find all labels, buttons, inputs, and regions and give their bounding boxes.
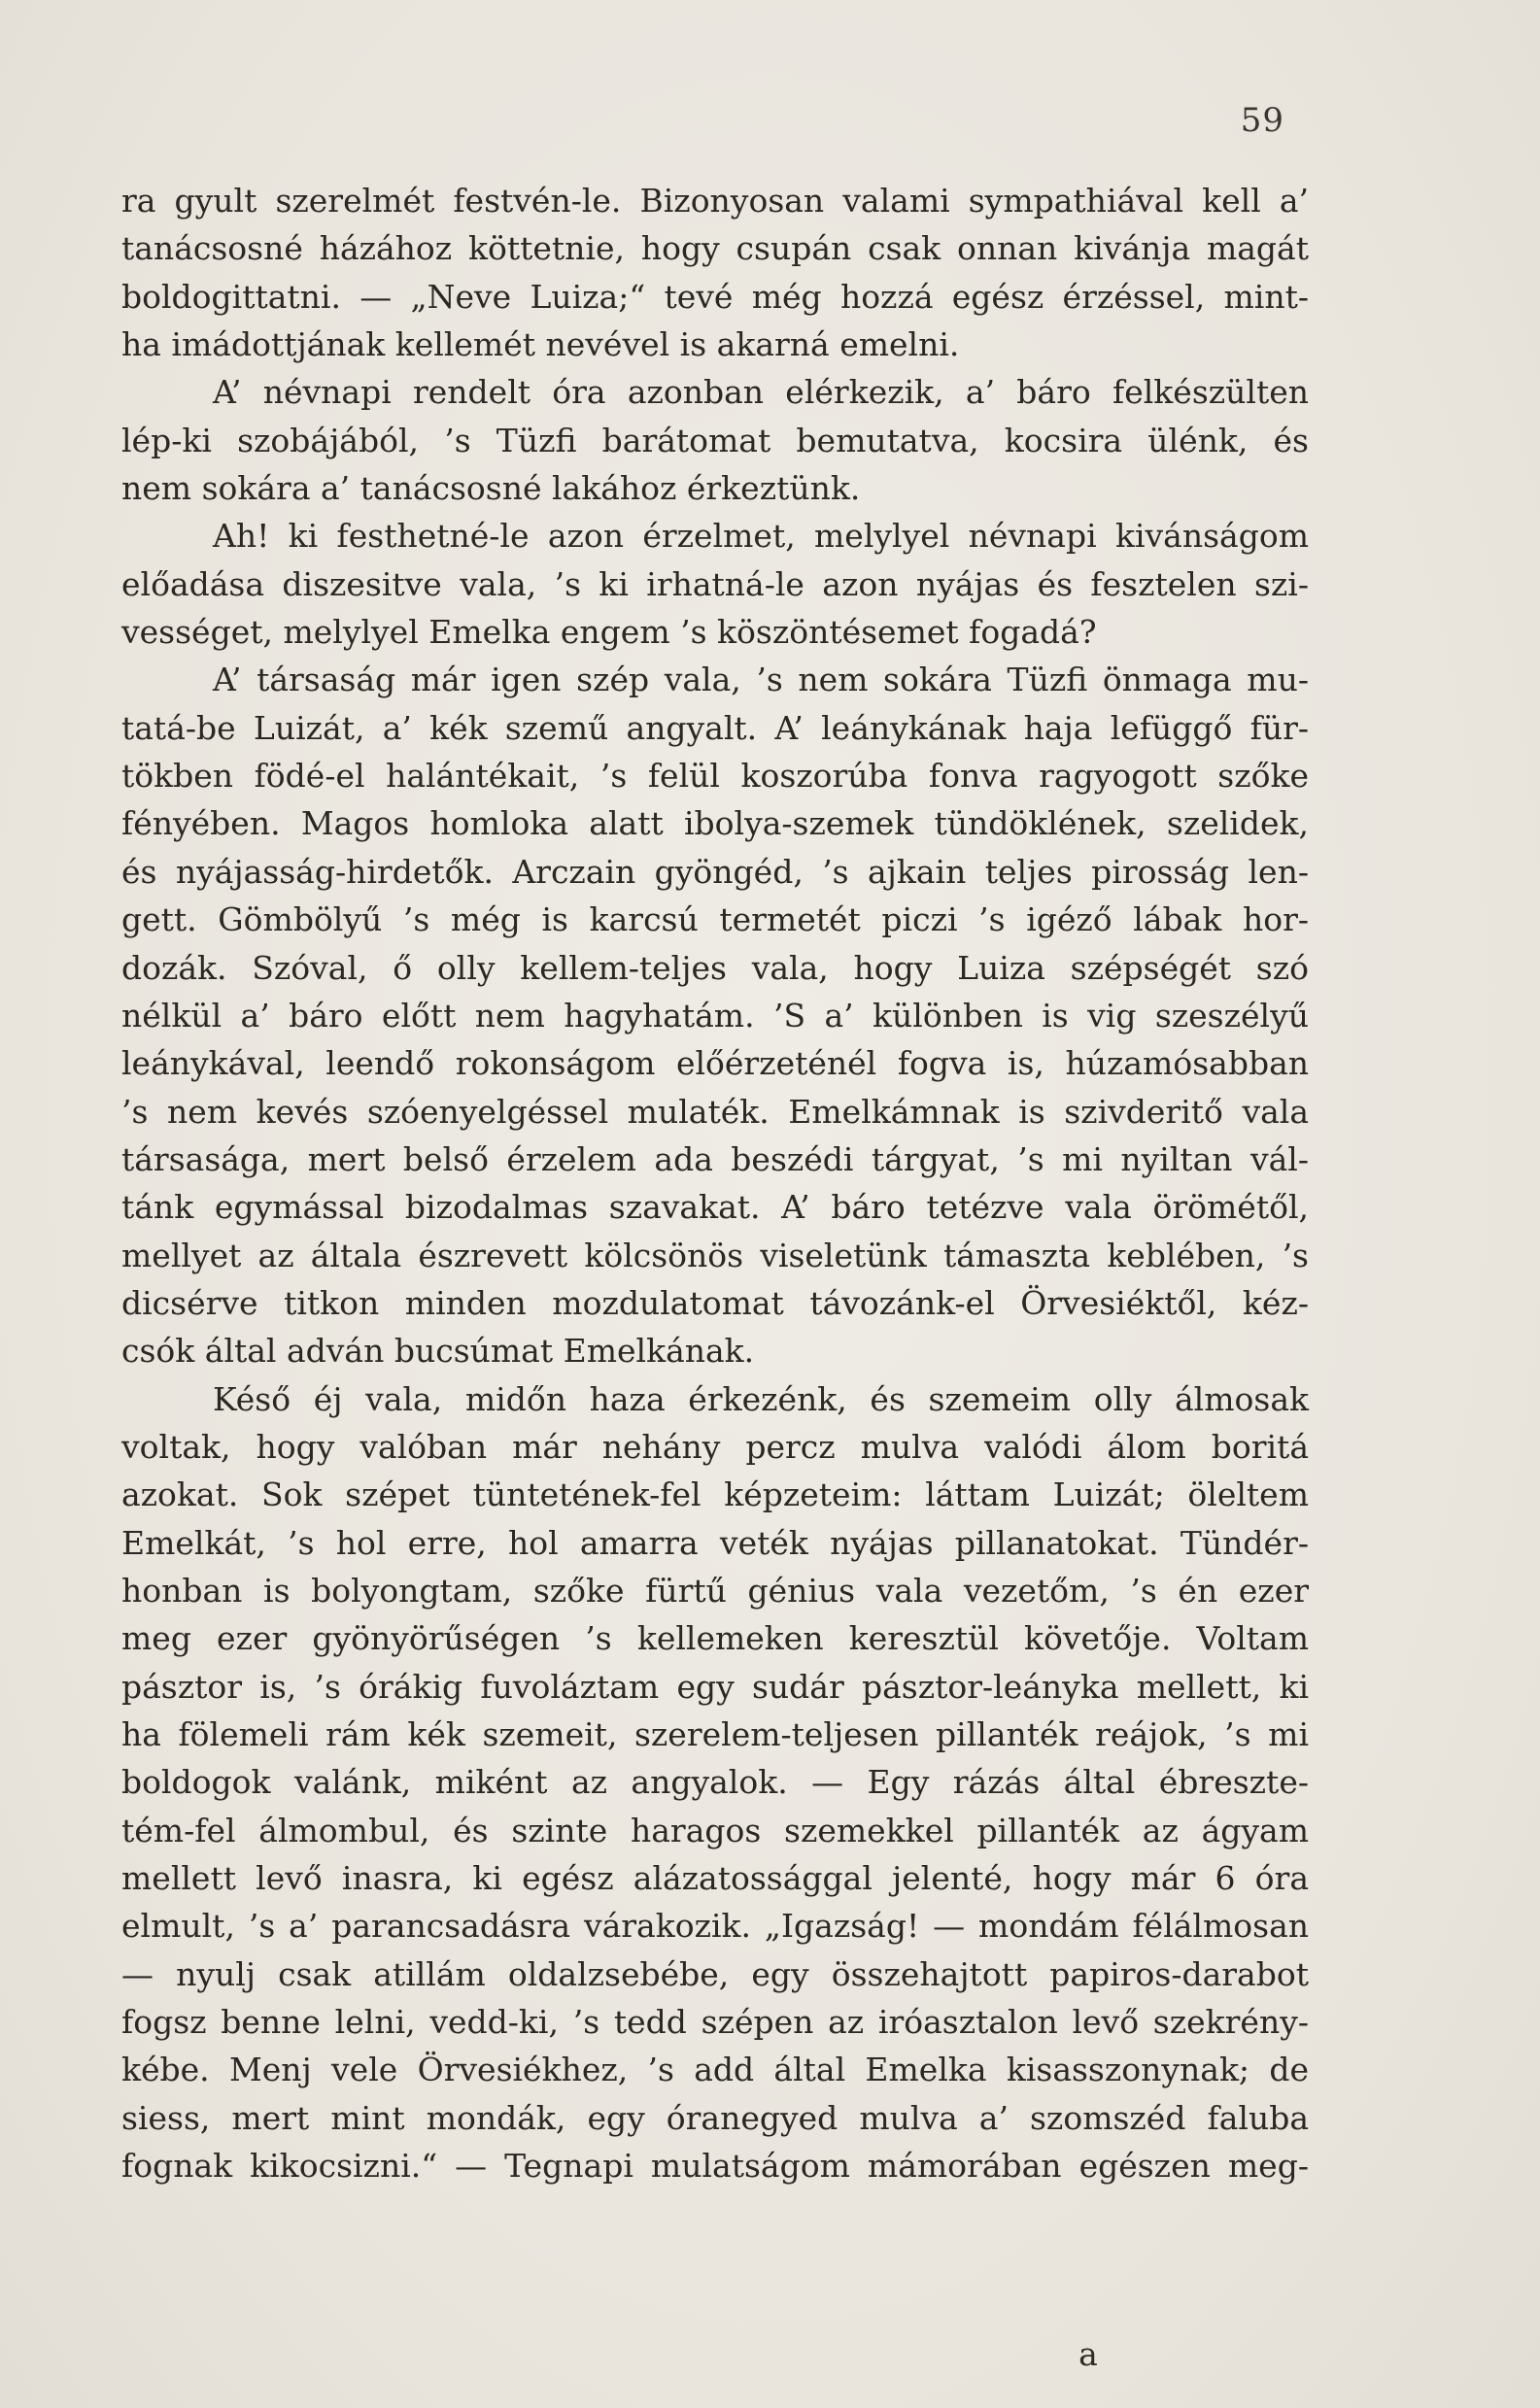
- text-line: azokat. Sok szépet tüntetének-fel képzeteim: láttam Luizát; öleltem: [121, 1475, 1309, 1514]
- text-line: siess, mert mint mondák, egy óranegyed mulva a’ szomszéd faluba: [121, 2098, 1309, 2137]
- text-line: kébe. Menj vele Örvesiékhez, ’s add által Emelka kisasszonynak; de: [121, 2051, 1309, 2089]
- text-line: nem sokára a’ tanácsosné lakához érkeztünk.: [121, 469, 861, 508]
- text-line: fogsz benne lelni, vedd-ki, ’s tedd szépen az iróasztalon levő szekrény-: [121, 2003, 1309, 2042]
- text-line: tökben födé-el halántékait, ’s felül koszorúba fonva ragyogott szőke: [121, 757, 1309, 796]
- text-line: voltak, hogy valóban már nehány percz mulva valódi álom boritá: [121, 1427, 1309, 1466]
- text-line: elmult, ’s a’ parancsadásra várakozik. „Igazság! — mondám félálmosan: [121, 1907, 1309, 1946]
- text-line: tanácsosné házához köttetnie, hogy csupán csak onnan kivánja magát: [121, 229, 1309, 268]
- text-line: fényében. Magos homloka alatt ibolya-szemek tündöklének, szelidek,: [121, 804, 1309, 843]
- text-line: dozák. Szóval, ő olly kellem-teljes vala, hogy Luiza szépségét szó: [121, 948, 1309, 987]
- body-text: [121, 177, 1309, 2189]
- text-line: ’s nem kevés szóenyelgéssel mulaték. Emelkámnak is szivderitő vala: [121, 1092, 1309, 1131]
- text-line: nélkül a’ báro előtt nem hagyhatám. ’S a’ különben is vig szeszélyű: [121, 996, 1309, 1034]
- text-line: ha imádottjának kellemét nevével is akarná emelni.: [121, 325, 960, 364]
- text-line: tatá-be Luizát, a’ kék szemű angyalt. A’ leánykának haja lefüggő für-: [121, 708, 1309, 747]
- text-line: dicsérve titkon minden mozdulatomat távozánk-el Örvesiéktől, kéz-: [121, 1283, 1309, 1322]
- text-line: tém-fel álmombul, és szinte haragos szemekkel pillanték az ágyam: [121, 1811, 1309, 1849]
- text-line: A’ társaság már igen szép vala, ’s nem sokára Tüzfi önmaga mu-: [213, 661, 1309, 699]
- text-line: Ah! ki festhetné-le azon érzelmet, melylyel névnapi kivánságom: [213, 517, 1309, 556]
- text-line: Emelkát, ’s hol erre, hol amarra veték nyájas pillanatokat. Tündér-: [121, 1523, 1309, 1562]
- text-line: ra gyult szerelmét festvén-le. Bizonyosan valami sympathiával kell a’: [121, 182, 1309, 220]
- text-line: mellett levő inasra, ki egész alázatossággal jelenté, hogy már 6 óra: [121, 1859, 1309, 1898]
- text-line: és nyájasság-hirdetők. Arczain gyöngéd, ’s ajkain teljes pirosság len-: [121, 852, 1309, 891]
- text-line: pásztor is, ’s órákig fuvoláztam egy sudár pásztor-leányka mellett, ki: [121, 1667, 1309, 1706]
- text-line: ha fölemeli rám kék szemeit, szerelem-teljesen pillanték reájok, ’s mi: [121, 1715, 1309, 1753]
- text-line: A’ névnapi rendelt óra azonban elérkezik, a’ báro felkészülten: [213, 373, 1309, 412]
- text-line: Késő éj vala, midőn haza érkezénk, és szemeim olly álmosak: [213, 1379, 1309, 1418]
- text-line: lép-ki szobájából, ’s Tüzfi barátomat bemutatva, kocsira ülénk, és: [121, 421, 1309, 459]
- text-line: leánykával, leendő rokonságom előérzeténél fogva is, húzamósabban: [121, 1044, 1309, 1083]
- text-line: gett. Gömbölyű ’s még is karcsú termetét piczi ’s igéző lábak hor-: [121, 900, 1309, 939]
- text-line: fognak kikocsizni.“ — Tegnapi mulatságom mámorában egészen meg-: [121, 2147, 1309, 2186]
- text-line: boldogok valánk, miként az angyalok. — Egy rázás által ébreszte-: [121, 1763, 1309, 1802]
- page-number: 59: [1240, 101, 1284, 140]
- text-line: honban is bolyongtam, szőke fürtű génius vala vezetőm, ’s én ezer: [121, 1571, 1309, 1610]
- text-line: tánk egymással bizodalmas szavakat. A’ báro tetézve vala örömétől,: [121, 1188, 1309, 1227]
- text-line: előadása diszesitve vala, ’s ki irhatná-le azon nyájas és fesztelen szi-: [121, 564, 1309, 603]
- text-line: vességet, melylyel Emelka engem ’s köszöntésemet fogadá?: [121, 613, 1097, 652]
- text-line: — nyulj csak atillám oldalzsebébe, egy összehajtott papiros-darabot: [121, 1954, 1309, 1993]
- catchword: a: [1078, 2335, 1098, 2373]
- text-line: meg ezer gyönyörűségen ’s kellemeken keresztül követője. Voltam: [121, 1619, 1309, 1658]
- text-line: társasága, mert belső érzelem ada beszédi tárgyat, ’s mi nyiltan vál-: [121, 1139, 1309, 1178]
- text-line: mellyet az általa észrevett kölcsönös viseletünk támaszta keblében, ’s: [121, 1236, 1309, 1274]
- text-line: boldogittatni. — „Neve Luiza;“ tevé még hozzá egész érzéssel, mint-: [121, 277, 1309, 316]
- text-line: csók által adván bucsúmat Emelkának.: [121, 1332, 755, 1371]
